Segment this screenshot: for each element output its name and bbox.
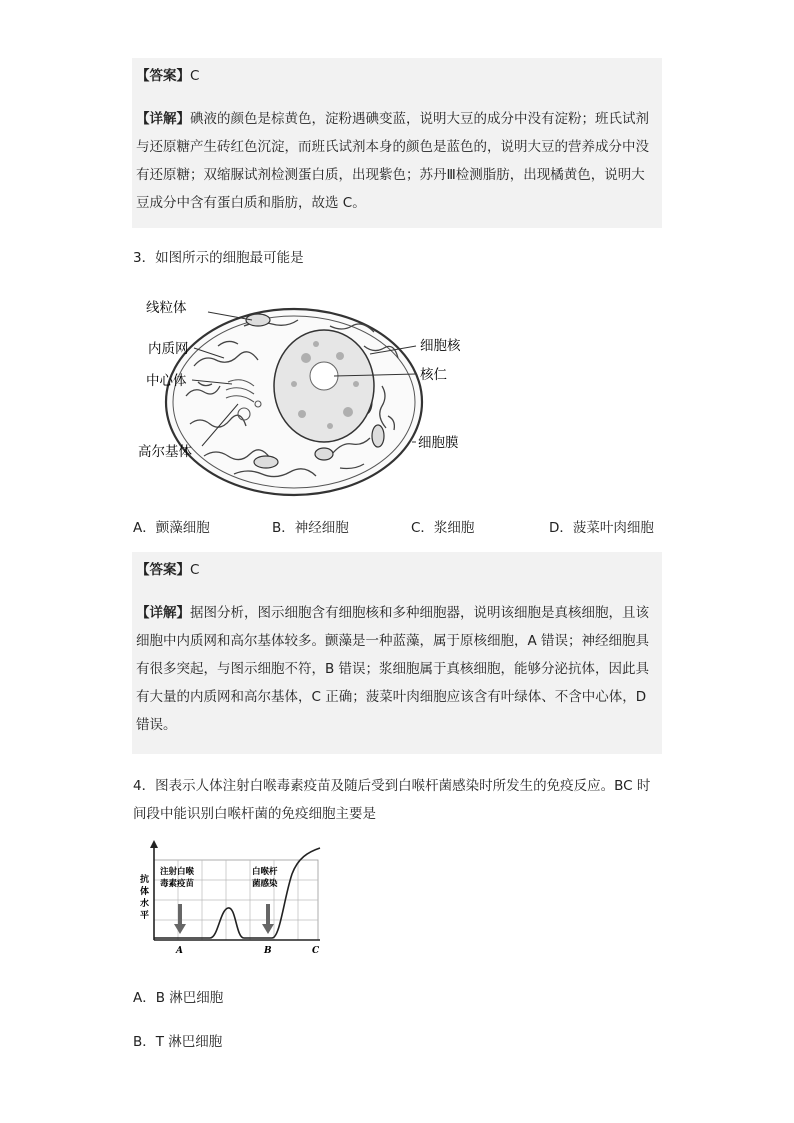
detail-line: 有很多突起，与图示细胞不符，B 错误；浆细胞属于真核细胞，能够分泌抗体，因此具 [136, 661, 650, 677]
detail-line: 有还原糖；双缩脲试剂检测蛋白质，出现紫色；苏丹Ⅲ检测脂肪，出现橘黄色，说明大 [136, 167, 645, 183]
label-nucleus: 细胞核 [420, 338, 461, 354]
detail-line [136, 109, 649, 129]
detail-line: 豆成分中含有蛋白质和脂肪，故选 C。 [136, 195, 366, 211]
label-er: 内质网 [148, 341, 189, 357]
option-b: B．神经细胞 [272, 520, 349, 536]
ylabel-char: 抗 [140, 875, 150, 885]
answer-detail-block-1 [132, 58, 662, 228]
answer-label: 【答案】 [136, 68, 190, 84]
event1-line1: 注射白喉 [160, 867, 195, 877]
option-a: A．颤藻细胞 [133, 520, 210, 536]
question-4-stem-line-1: 4．图表示人体注射白喉毒素疫苗及随后受到白喉杆菌感染时所发生的免疫反应。BC 时 [133, 778, 651, 794]
event2-line1: 白喉杆 [252, 867, 278, 877]
event2-line2: 菌感染 [252, 879, 278, 889]
detail-line [136, 603, 649, 623]
detail-text: 碘液的颜色是棕黄色，淀粉遇碘变蓝，说明大豆的成分中没有淀粉；班氏试剂 [190, 111, 649, 127]
answer-value: C [190, 68, 200, 84]
tick-c: C [312, 946, 320, 956]
ylabel-char: 体 [140, 887, 150, 897]
q4-option-b: B．T 淋巴细胞 [133, 1034, 223, 1050]
answer-line-1 [136, 66, 199, 86]
tick-a: A [176, 946, 183, 956]
answer-line-2 [136, 560, 199, 580]
label-centrosome: 中心体 [146, 373, 187, 389]
detail-label: 【详解】 [136, 605, 190, 621]
detail-text: 据图分析，图示细胞含有细胞核和多种细胞器，说明该细胞是真核细胞，且该 [190, 605, 649, 621]
q4-option-a: A．B 淋巴细胞 [133, 990, 224, 1006]
question-3-stem: 3．如图所示的细胞最可能是 [133, 250, 304, 266]
question-4-stem-line-2: 间段中能识别白喉杆菌的免疫细胞主要是 [133, 806, 376, 822]
ylabel-char: 水 [140, 899, 150, 909]
detail-line: 有大量的内质网和高尔基体，C 正确；菠菜叶肉细胞应该含有叶绿体、不含中心体，D [136, 689, 647, 705]
label-mitochondria: 线粒体 [146, 300, 187, 316]
label-membrane: 细胞膜 [418, 435, 459, 451]
option-c: C．浆细胞 [411, 520, 475, 536]
ylabel-char: 平 [140, 911, 150, 921]
tick-b: B [264, 946, 272, 956]
detail-line: 细胞中内质网和高尔基体较多。颤藻是一种蓝藻，属于原核细胞，A 错误；神经细胞具 [136, 633, 650, 649]
detail-line: 与还原糖产生砖红色沉淀，而班氏试剂本身的颜色是蓝色的，说明大豆的营养成分中没 [136, 139, 649, 155]
detail-line: 错误。 [136, 717, 177, 733]
answer-value: C [190, 562, 200, 578]
answer-detail-block-2 [132, 552, 662, 754]
label-golgi: 高尔基体 [138, 444, 192, 460]
cell-diagram [134, 286, 474, 506]
answer-label: 【答案】 [136, 562, 190, 578]
antibody-level-graph [140, 838, 330, 956]
option-d: D．菠菜叶肉细胞 [549, 520, 654, 536]
label-nucleolus: 核仁 [420, 367, 447, 383]
event1-line2: 毒素疫苗 [160, 879, 195, 889]
detail-label: 【详解】 [136, 111, 190, 127]
